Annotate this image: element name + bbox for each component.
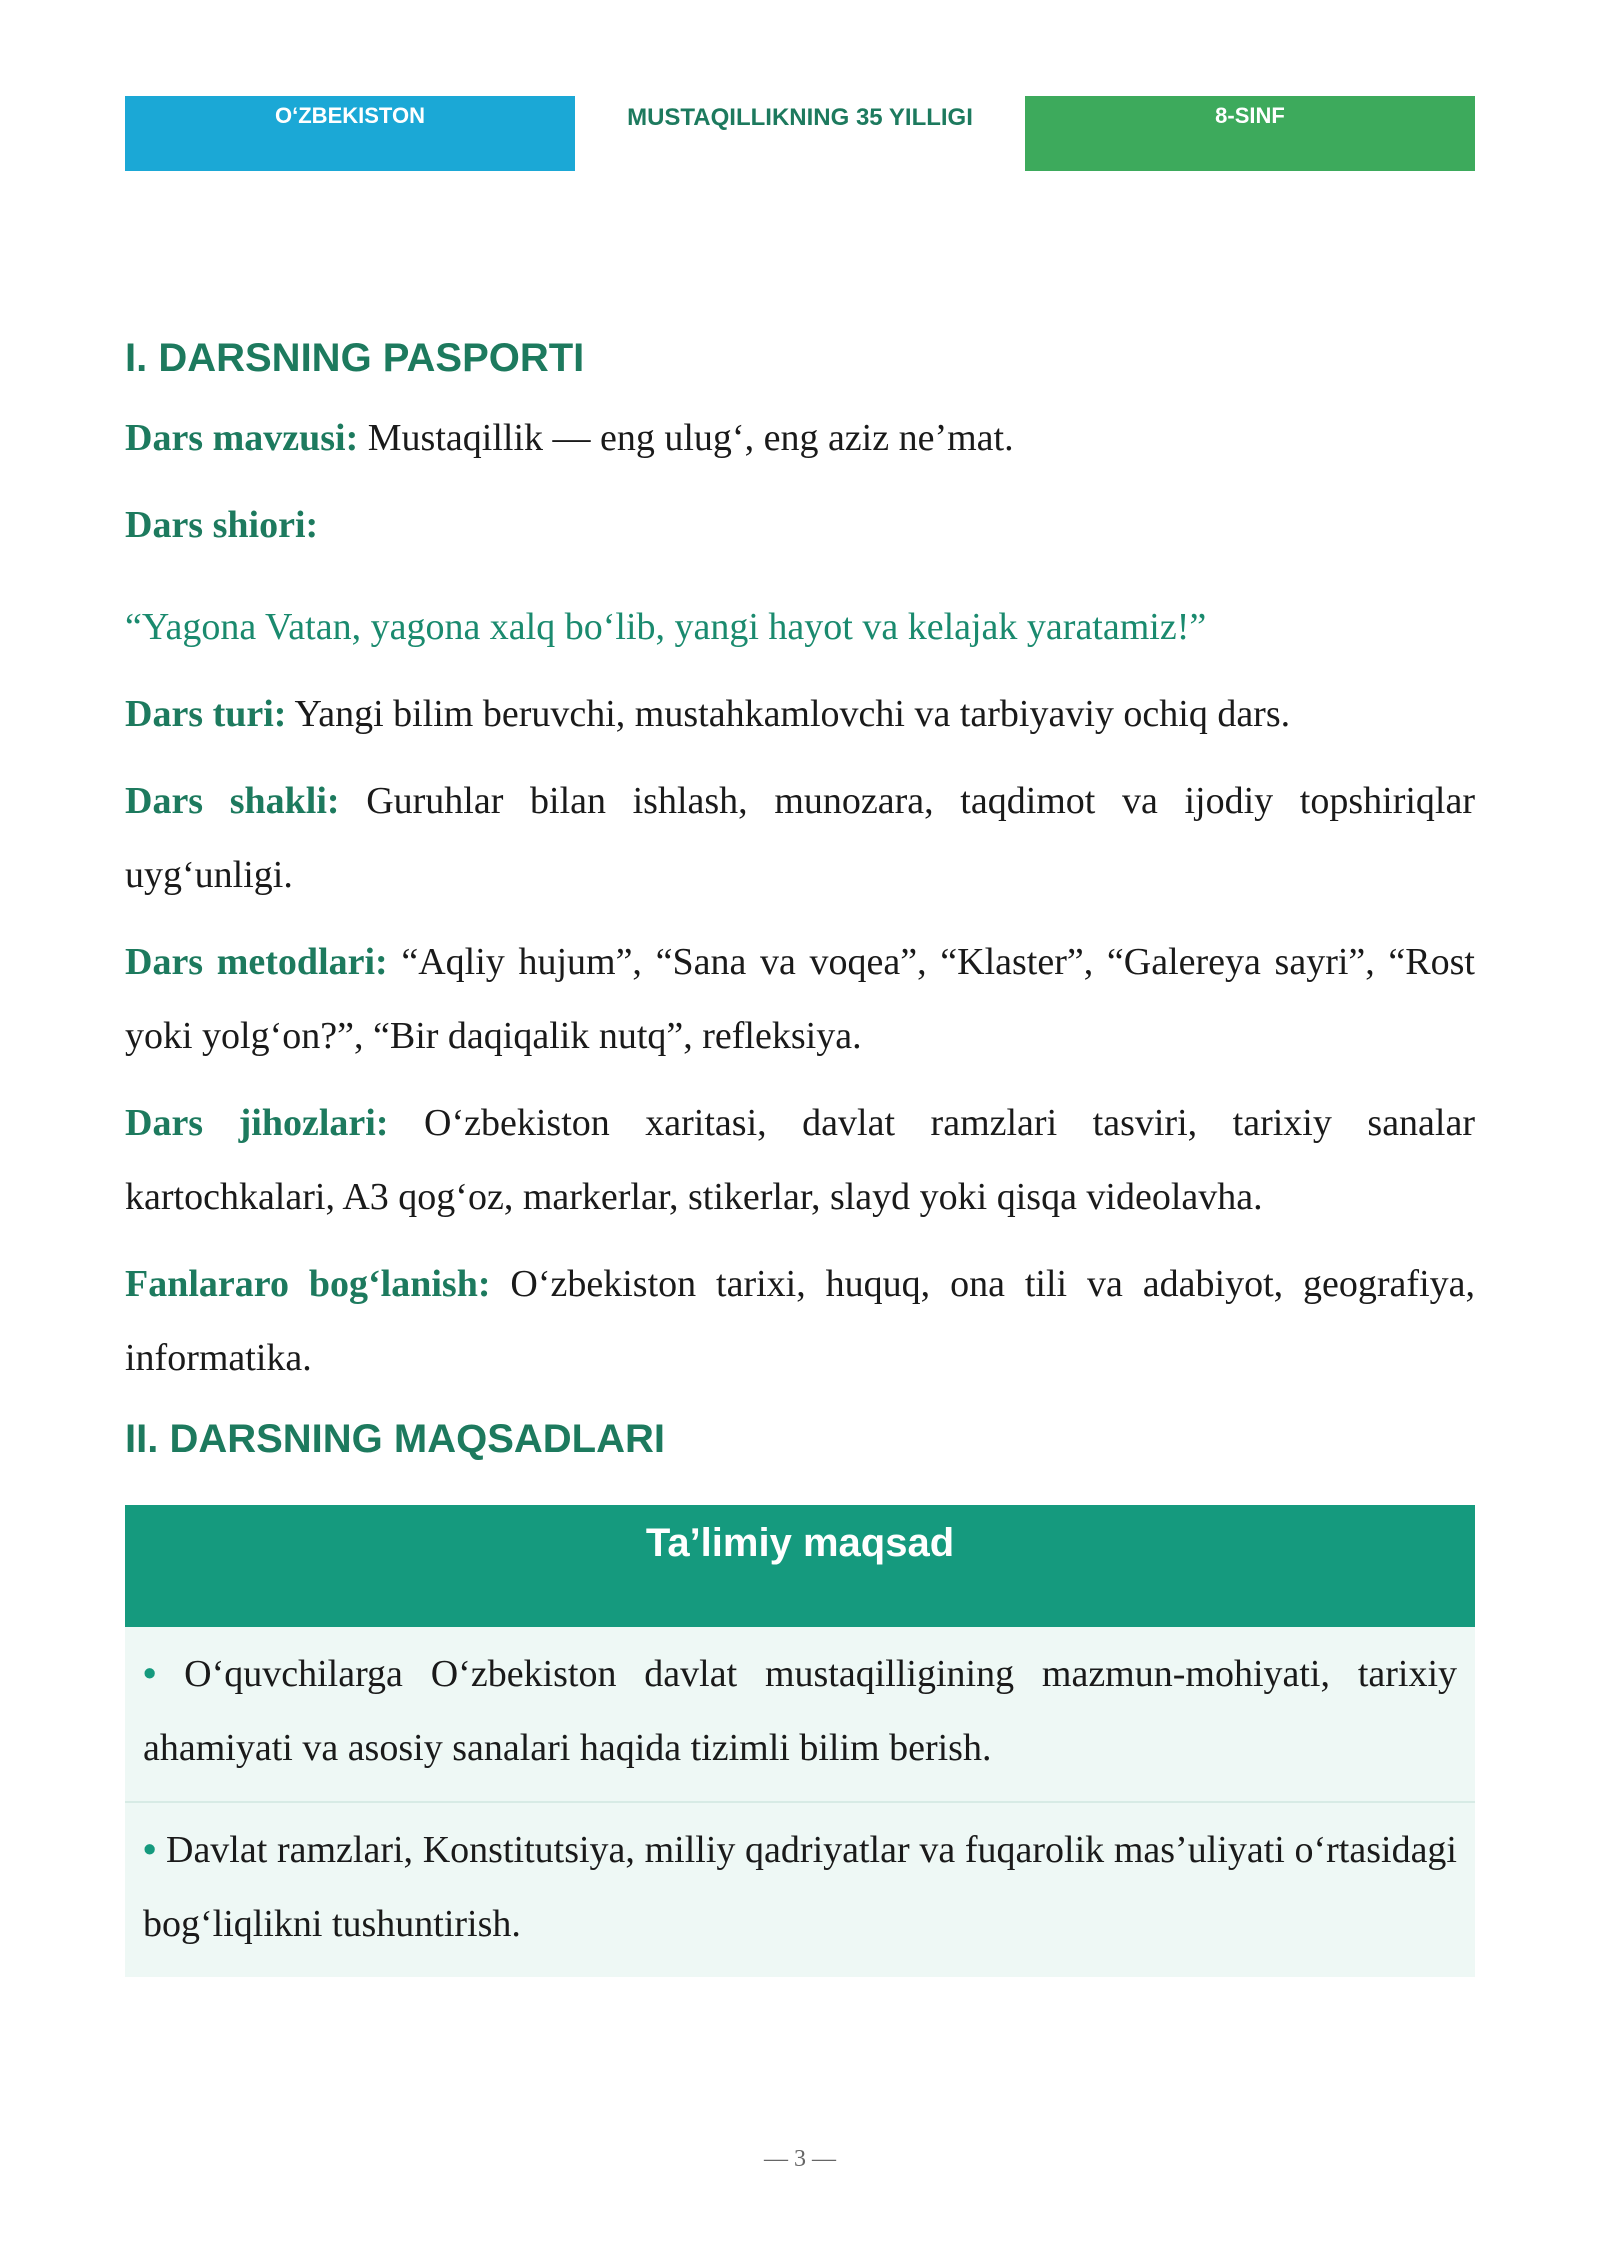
- lesson-slogan-quote: “Yagona Vatan, yagona xalq bo‘lib, yangi hayot va kelajak yaratamiz!”: [125, 606, 1207, 648]
- page-content: [125, 328, 1475, 1977]
- page-number: — 3 —: [764, 2146, 836, 2172]
- lesson-type-label: Dars turi:: [125, 693, 287, 735]
- lesson-equipment-label: Dars jihozlari:: [125, 1102, 389, 1144]
- header-country: O‘ZBEKISTON: [125, 96, 575, 171]
- lesson-methods: [125, 925, 1475, 1073]
- lesson-equipment: [125, 1086, 1475, 1234]
- lesson-topic: [125, 401, 1475, 475]
- section-title-passport: I. DARSNING PASPORTI: [125, 336, 585, 380]
- bullet-icon: •: [143, 1829, 157, 1871]
- lesson-methods-value: “Aqliy hujum”, “Sana va voqea”, “Klaster”, “Galereya sayri”, “Rost yoki yolg‘on?”, “Bir daqiqalik nutq”, refleksiya.: [125, 941, 1475, 1057]
- goal-item-text: O‘quvchilarga O‘zbekiston davlat mustaqilligining mazmun-mohiyati, tarixiy ahamiyati va asosiy sanalari haqida tizimli bilim berish.: [143, 1653, 1458, 1769]
- educational-goal-title: Ta’limiy maqsad: [125, 1505, 1475, 1627]
- lesson-topic-value: Mustaqillik — eng ulug‘, eng aziz ne’mat.: [358, 417, 1014, 459]
- header-bar: [125, 96, 1475, 171]
- goal-item-text: Davlat ramzlari, Konstitutsiya, milliy qadriyatlar va fuqarolik mas’uliyati o‘rtasidagi bog‘liqlikni tushuntirish.: [143, 1829, 1457, 1945]
- lesson-interdisciplinary-value: O‘zbekiston tarixi, huquq, ona tili va adabiyot, geografiya, informatika.: [125, 1263, 1476, 1379]
- educational-goal-box: [125, 1505, 1475, 1977]
- lesson-methods-label: Dars metodlari:: [125, 941, 388, 983]
- goal-item: [125, 1801, 1475, 1977]
- lesson-form: [125, 764, 1475, 912]
- section-title-goals: II. DARSNING MAQSADLARI: [125, 1417, 665, 1461]
- lesson-type-value: Yangi bilim beruvchi, mustahkamlovchi va tarbiyaviy ochiq dars.: [286, 693, 1291, 735]
- header-anniversary: MUSTAQILLIKNING 35 YILLIGI: [575, 96, 1025, 171]
- bullet-icon: •: [143, 1653, 157, 1695]
- lesson-slogan-label-text: Dars shiori:: [125, 504, 319, 546]
- lesson-interdisciplinary: [125, 1247, 1475, 1395]
- lesson-slogan-label: [125, 488, 1475, 562]
- header-grade: 8-SINF: [1025, 96, 1475, 171]
- lesson-interdisciplinary-label: Fanlararo bog‘lanish:: [125, 1263, 491, 1305]
- lesson-equipment-value: O‘zbekiston xaritasi, davlat ramzlari tasviri, tarixiy sanalar kartochkalari, A3 qog‘oz, markerlar, stikerlar, slayd yoki qisqa videolavha.: [125, 1102, 1475, 1218]
- goal-item: [125, 1627, 1475, 1801]
- lesson-type: [125, 677, 1475, 751]
- lesson-form-value: Guruhlar bilan ishlash, munozara, taqdimot va ijodiy topshiriqlar uyg‘unligi.: [125, 780, 1475, 896]
- lesson-topic-label: Dars mavzusi:: [125, 417, 359, 459]
- lesson-form-label: Dars shakli:: [125, 780, 340, 822]
